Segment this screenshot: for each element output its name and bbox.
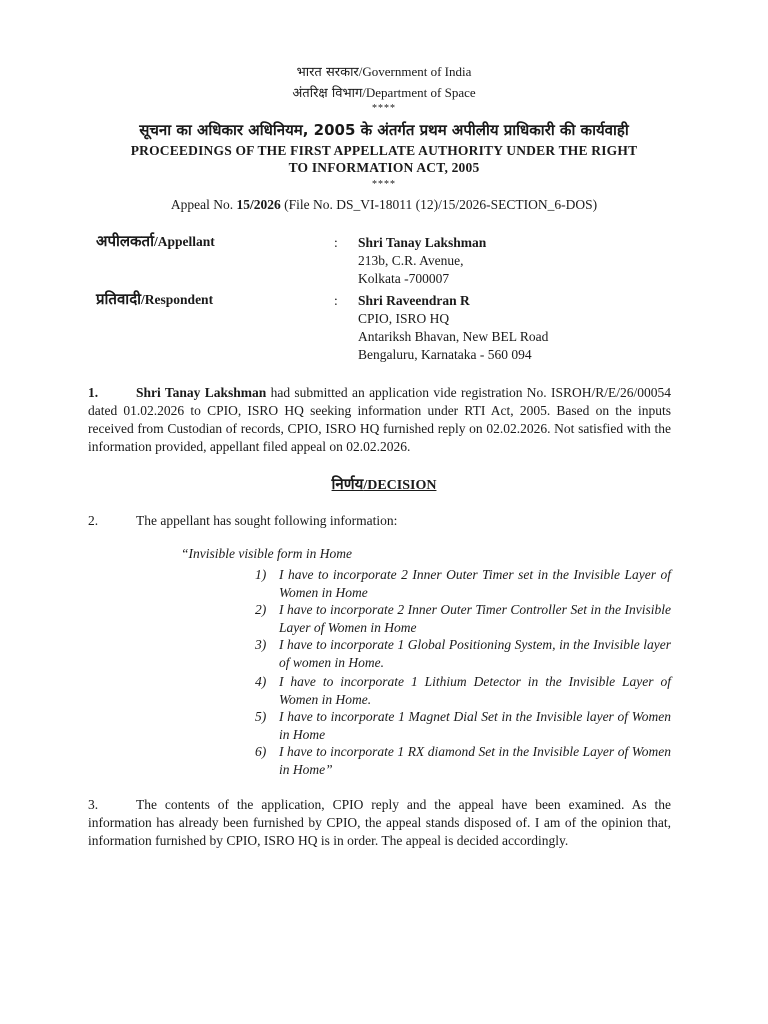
appellant-label-hindi: अपीलकर्ता: [96, 232, 154, 250]
respondent-label: [96, 290, 213, 309]
list-item: [255, 566, 671, 602]
list-item-number: 5): [255, 709, 267, 724]
list-item: [255, 673, 671, 709]
list-item-text: I have to incorporate 2 Inner Outer Timer Controller Set in the Invisible Layer of Women in Home: [279, 602, 671, 635]
respondent-name: Shri Raveendran R: [358, 293, 470, 308]
list-item-text: I have to incorporate 2 Inner Outer Timer set in the Invisible Layer of Women in Home: [279, 567, 671, 600]
list-item-number: 6): [255, 744, 267, 759]
decision-heading: [0, 474, 768, 494]
respondent-label-hindi: प्रतिवादी: [96, 290, 142, 308]
appeal-file-number: (File No. DS_VI-18011 (12)/15/2026-SECTION_6-DOS): [280, 197, 598, 212]
appellant-address-line2: Kolkata -700007: [358, 271, 450, 286]
header-department-hindi: अंतरिक्ष विभाग: [292, 86, 363, 101]
paragraph-3: [88, 796, 671, 850]
respondent-designation: CPIO, ISRO HQ: [358, 311, 450, 326]
list-item-text: I have to incorporate 1 Lithium Detector in the Invisible Layer of Women in Home.: [279, 674, 671, 707]
quoted-request-intro: “Invisible visible form in Home: [181, 546, 352, 561]
list-item-number: 3): [255, 637, 267, 652]
list-item-text: I have to incorporate 1 Magnet Dial Set in the Invisible layer of Women in Home: [279, 709, 671, 742]
respondent-address-line1: Antariksh Bhavan, New BEL Road: [358, 329, 549, 344]
paragraph-1-text: had submitted an application vide registration No. ISROH/R/E/26/00054 dated 01.02.2026 to CPIO, ISRO HQ seeking information under RTI Act, 2005. Based on the inputs received from Custodian of records, CPIO, ISRO HQ furnished reply on 02.02.2026. Not satisfied with the information provided, appellant filed appeal on 02.02.2026.: [88, 385, 671, 454]
paragraph-1-appellant-name: Shri Tanay Lakshman: [136, 385, 267, 400]
paragraph-1: [88, 384, 671, 456]
appeal-prefix: Appeal No.: [170, 197, 237, 212]
appellant-address-line1: 213b, C.R. Avenue,: [358, 253, 464, 268]
header-department-english: /Department of Space: [362, 85, 476, 100]
respondent-address-line2: Bengaluru, Karnataka - 560 094: [358, 347, 532, 362]
title-english-line2: TO INFORMATION ACT, 2005: [288, 160, 480, 175]
title-english-line1: PROCEEDINGS OF THE FIRST APPELLATE AUTHORITY UNDER THE RIGHT: [130, 143, 638, 158]
appellant-details: [358, 234, 486, 288]
appellant-name: Shri Tanay Lakshman: [358, 235, 487, 250]
decision-heading-english: /DECISION: [363, 478, 437, 493]
list-item-text: I have to incorporate 1 RX diamond Set in the Invisible Layer of Women in Home”: [279, 744, 671, 777]
list-item: [255, 636, 671, 672]
title-separator: ****: [372, 179, 396, 190]
appeal-reference: [0, 197, 768, 213]
list-item: [255, 743, 671, 779]
header-government-english: /Government of India: [358, 64, 472, 79]
paragraph-2-text: The appellant has sought following information:: [136, 513, 398, 528]
paragraph-3-text: The contents of the application, CPIO reply and the appeal have been examined. As the information has already been furnished by CPIO, the appeal stands disposed of. I am of the opinion that, information furnished by CPIO, ISRO HQ is in order. The appeal is decided accordingly.: [88, 797, 671, 848]
paragraph-1-number: 1.: [88, 385, 99, 400]
list-item-number: 1): [255, 567, 267, 582]
header-separator: ****: [372, 103, 396, 114]
appellant-colon: :: [334, 235, 338, 250]
appellant-label: [96, 232, 215, 251]
paragraph-2-number: 2.: [88, 513, 99, 528]
list-item: [255, 601, 671, 637]
header-government: [0, 64, 768, 81]
list-item: [255, 708, 671, 744]
header-government-hindi: भारत सरकार: [296, 65, 359, 80]
list-item-text: I have to incorporate 1 Global Positioning System, in the Invisible layer of women in Home.: [279, 637, 671, 670]
paragraph-2: [88, 512, 671, 530]
respondent-colon: :: [334, 293, 338, 308]
title-hindi: सूचना का अधिकार अधिनियम, 2005 के अंतर्गत प्रथम अपीलीय प्राधिकारी की कार्यवाही: [139, 121, 629, 139]
header-department: [0, 85, 768, 102]
paragraph-3-number: 3.: [88, 797, 99, 812]
respondent-details: [358, 292, 548, 364]
list-item-number: 4): [255, 674, 267, 689]
respondent-label-english: /Respondent: [141, 292, 214, 307]
decision-heading-hindi: निर्णय: [331, 475, 364, 493]
list-item-number: 2): [255, 602, 267, 617]
appeal-number: 15/2026: [236, 197, 281, 212]
appellant-label-english: /Appellant: [154, 234, 215, 249]
